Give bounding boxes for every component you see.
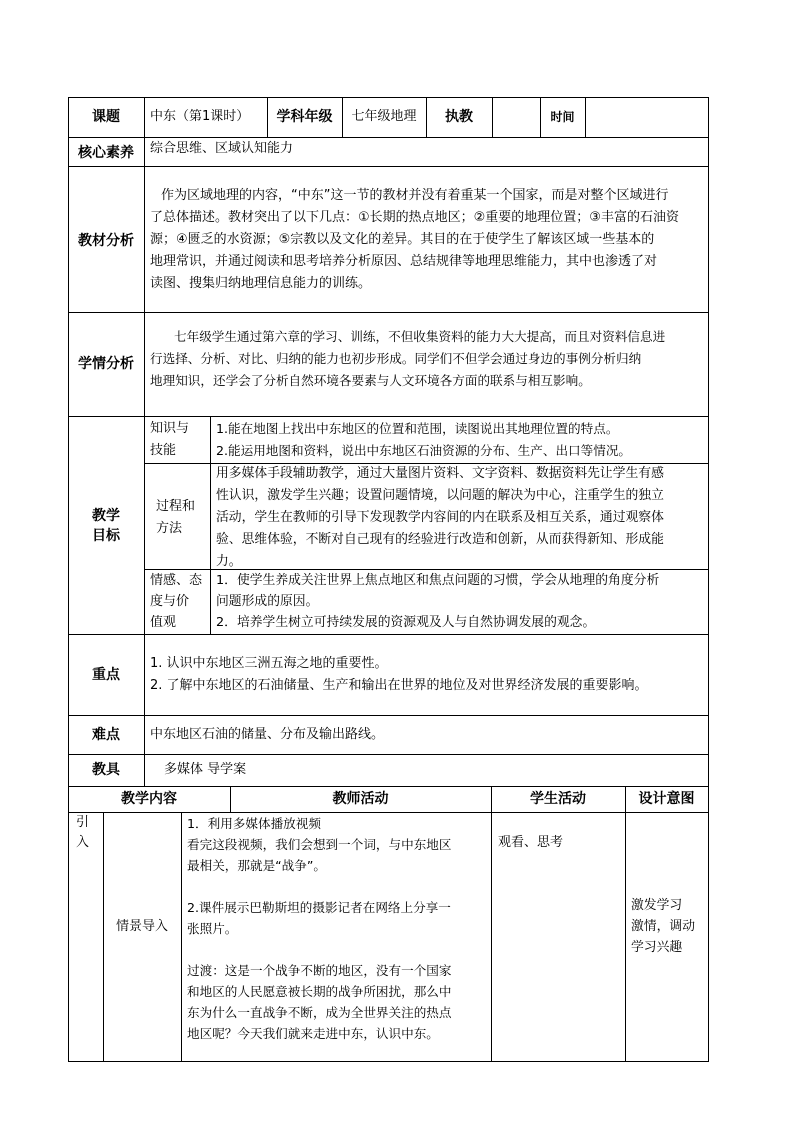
knowledge-label-2: 技能 [150,443,177,458]
text-line: 源；④匮乏的水资源；⑤宗教以及文化的差异。其目的在于使学生了解该区域一些基本的 [150,232,655,247]
topic-value: 中东（第1课时） [150,109,250,124]
content-label: 情景导入 [115,919,168,934]
goals-label-2: 目标 [92,528,120,544]
knowledge-label-1: 知识与 [150,421,190,436]
stage-label-2: 入 [76,835,90,850]
process-label-2: 方法 [156,521,183,536]
student-activity: 观看、思考 [498,835,564,850]
core-label: 核心素养 [78,145,134,161]
text-line: 激情，调动 [631,919,695,934]
attitude-label-3: 值观 [150,615,177,630]
tools-label: 教具 [92,762,120,778]
core-value: 综合思维、区域认知能力 [150,141,294,156]
header-teacher: 教师活动 [332,791,389,807]
teacher-label: 执教 [445,109,473,125]
text-line: 1．利用多媒体播放视频 [187,816,321,831]
grade-label: 学科年级 [276,109,333,125]
goals-label-1: 教学 [92,508,120,524]
text-line: 地理常识，并通过阅读和思考培养分析原因、总结规律等地理思维能力，其中也渗透了对 [150,254,658,269]
difficulty-label: 难点 [92,727,120,743]
text-line: 行选择、分析、对比、归纳的能力也初步形成。同学们不但学会通过身边的事例分析归纳 [150,351,642,366]
teacher-activity [187,813,451,1044]
attitude-text [216,570,659,633]
text-line: 张照片。 [187,921,238,936]
text-line: 用多媒体手段辅助教学，通过大量图片资料、文字资料、数据资料先让学生有感 [216,466,664,481]
textbook-label: 教材分析 [78,233,134,249]
tools-value: 多媒体 导学案 [164,762,247,777]
text-line: 问题形成的原因。 [216,594,319,609]
topic-label: 课题 [92,109,120,125]
header-student: 学生活动 [530,791,586,807]
text-line: 2．培养学生树立可持续发展的资源观及人与自然协调发展的观念。 [216,615,596,630]
difficulty-value: 中东地区石油的储量、分布及输出路线。 [150,727,385,742]
text-line: 七年级学生通过第六章的学习、训练，不但收集资料的能力大大提高，而且对资料信息进 [174,329,666,344]
text-line: 读图、搜集归纳地理信息能力的训练。 [150,276,372,291]
attitude-label-2: 度与价 [150,594,190,609]
key-points-label: 重点 [92,667,120,683]
text-line: 力。 [216,554,242,569]
knowledge-text [216,418,631,462]
text-line: 性认识，激发学生兴趣；设置问题情境，以问题的解决为中心，注重学生的独立 [216,488,664,503]
header-content: 教学内容 [121,791,177,807]
key-points-text [150,653,648,697]
text-line: 2. 了解中东地区的石油储量、生产和输出在世界的地位及对世界经济发展的重要影响。 [150,678,648,693]
text-line: 1.能在地图上找出中东地区的位置和范围，读图说出其地理位置的特点。 [216,421,619,436]
text-line: 看完这段视频，我们会想到一个词，与中东地区 [187,837,452,852]
text-line: 激发学习 [631,898,683,913]
process-text [216,463,664,573]
text-line: 学习兴趣 [631,940,683,955]
text-line: 2.课件展示巴勒斯坦的摄影记者在网络上分享一 [187,900,451,915]
text-line: 作为区域地理的内容，“中东”这一节的教材并没有着重某一个国家，而是对整个区域进行 [161,188,669,203]
stage-label-1: 引 [76,815,90,830]
text-line: 了总体描述。教材突出了以下几点：①长期的热点地区；②重要的地理位置；③丰富的石油资 [150,210,679,225]
text-line: 过渡：这是一个战争不断的地区，没有一个国家 [187,963,452,978]
time-label: 时间 [550,110,575,124]
text-line: 1. 认识中东地区三洲五海之地的重要性。 [150,656,388,671]
text-line: 2.能运用地图和资料，说出中东地区石油资源的分布、生产、出口等情况。 [216,443,632,458]
students-label: 学情分析 [78,356,134,372]
design-intent [631,895,695,958]
process-label-1: 过程和 [156,499,196,514]
text-line: 地区呢？今天我们就来走进中东，认识中东。 [187,1026,439,1041]
header-intent: 设计意图 [638,791,695,807]
text-line: 和地区的人民愿意被长期的战争所困扰，那么中 [187,984,452,999]
text-line: 验、思维体验，不断对自己现有的经验进行改造和创新，从而获得新知、形成能 [216,532,664,547]
text-line: 活动，学生在教师的引导下发现教学内容间的内在联系及相互关系，通过观察体 [216,510,664,525]
students-text [150,326,665,392]
text-line: 东为什么一直战争不断，成为全世界关注的热点 [187,1005,452,1020]
attitude-label-1: 情感、态 [150,573,203,588]
text-line: 地理知识，还学会了分析自然环境各要素与人文环境各方面的联系与相互影响。 [150,373,591,388]
grade-value: 七年级地理 [351,109,417,124]
textbook-text [150,185,679,295]
text-line: 最相关，那就是“战争”。 [187,858,326,873]
text-line: 1．使学生养成关注世界上焦点地区和焦点问题的习惯，学会从地理的角度分析 [216,573,660,588]
